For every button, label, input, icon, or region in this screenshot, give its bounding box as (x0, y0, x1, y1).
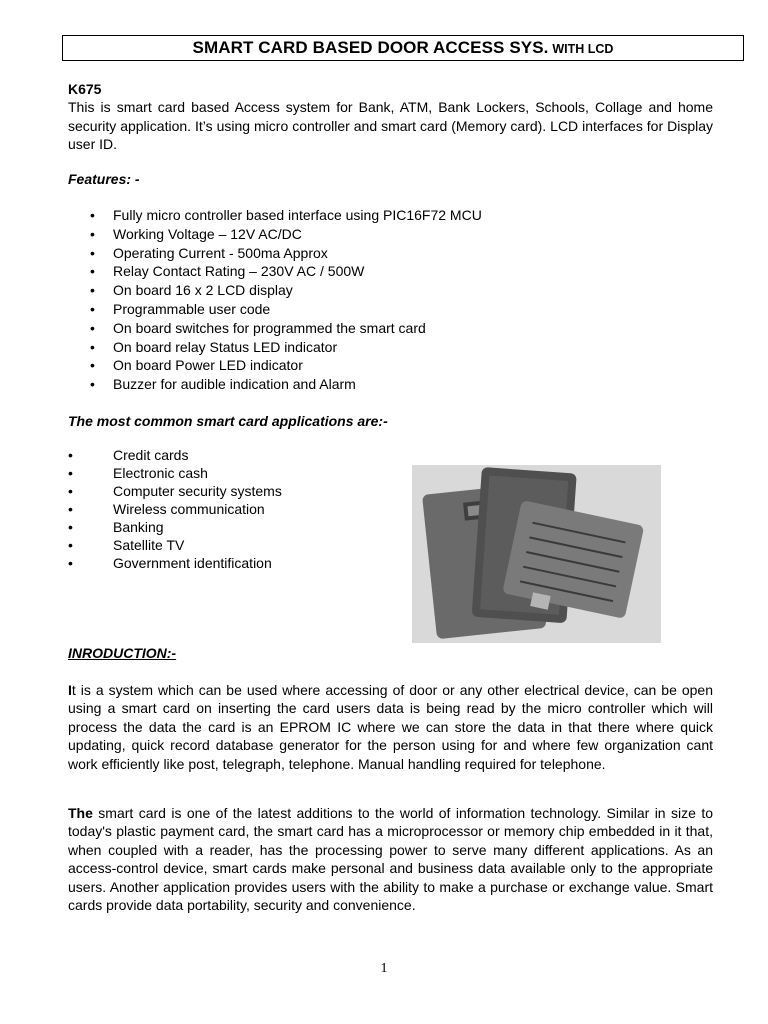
document-title (62, 35, 744, 61)
application-item-text: Electronic cash (113, 465, 208, 481)
bullet-icon: • (90, 282, 95, 299)
title-sub: WITH LCD (552, 42, 614, 56)
introduction-heading-text: INRODUCTION:- (68, 645, 177, 661)
feature-item-text: On board Power LED indicator (113, 357, 303, 374)
introduction-text-1 (68, 681, 713, 773)
feature-item-text: Fully micro controller based interface using PIC16F72 MCU (113, 207, 482, 223)
feature-item (68, 300, 713, 319)
application-item (68, 464, 398, 482)
intro-section (68, 80, 713, 154)
page-number: 1 (380, 961, 388, 976)
feature-item-text: Operating Current - 500ma Approx (113, 244, 328, 261)
feature-item (68, 262, 713, 281)
bullet-icon: • (90, 376, 95, 393)
bullet-icon: • (90, 263, 95, 280)
applications-heading-text: The most common smart card applications are:- (68, 413, 388, 429)
features-heading (68, 170, 713, 188)
application-item (68, 446, 398, 464)
bullet-icon: • (68, 501, 73, 517)
para2-lead: The (68, 805, 93, 821)
introduction-text-2 (68, 804, 713, 914)
feature-item (68, 375, 713, 394)
application-item-text: Government identification (113, 555, 272, 571)
para2-body: smart card is one of the latest additions to the world of information technology. Similar in size to today's plastic payment card, the smart card has a microprocessor or memory chip embedded in it that, when coupled with a reader, has the processing power to serve many different applications. As an access-control device, smart cards make personal and business data available only to the appropriate users. Another application provides users with the ability to make a purchase or exchange value. Smart cards provide data portability, security and convenience. (68, 805, 713, 914)
bullet-icon: • (90, 338, 95, 355)
bullet-icon: • (90, 225, 95, 242)
feature-item-text: On board switches for programmed the smart card (113, 319, 426, 336)
application-item (68, 536, 398, 554)
product-code: K675 (68, 81, 102, 97)
feature-item (68, 225, 713, 244)
bullet-icon: • (68, 465, 73, 481)
applications-heading (68, 412, 713, 430)
introduction-paragraph-2 (68, 804, 713, 914)
smart-cards-photo (412, 465, 661, 643)
feature-item (68, 206, 713, 225)
features-list (68, 206, 713, 394)
features-section (68, 206, 713, 394)
bullet-icon: • (90, 357, 95, 374)
application-item (68, 482, 398, 500)
application-item-text: Credit cards (113, 447, 189, 463)
application-item (68, 500, 398, 518)
applications-list (68, 446, 398, 572)
feature-item-text: Programmable user code (113, 300, 271, 317)
feature-item (68, 244, 713, 263)
application-item-text: Banking (113, 519, 164, 535)
bullet-icon: • (68, 555, 73, 571)
application-item-text: Wireless communication (113, 501, 265, 517)
application-item (68, 554, 398, 572)
application-item (68, 518, 398, 536)
feature-item (68, 338, 713, 357)
feature-item (68, 319, 713, 338)
para1-lead: I (68, 682, 72, 698)
feature-item-text: Working Voltage – 12V AC/DC (113, 225, 302, 242)
intro-paragraph: This is smart card based Access system for Bank, ATM, Bank Lockers, Schools, Collage and home security application. It’s using micro controller and smart card (Memory card). LCD interfaces for Display user ID. (68, 99, 713, 153)
bullet-icon: • (68, 519, 73, 535)
title-main: SMART CARD BASED DOOR ACCESS SYS. (192, 38, 549, 57)
bullet-icon: • (68, 483, 73, 499)
bullet-icon: • (68, 447, 73, 463)
introduction-paragraph-1 (68, 681, 713, 773)
feature-item-text: Buzzer for audible indication and Alarm (113, 376, 356, 393)
application-item-text: Satellite TV (113, 537, 185, 553)
feature-item-text: On board 16 x 2 LCD display (113, 282, 293, 299)
introduction-heading (68, 644, 713, 662)
applications-section (68, 446, 398, 572)
feature-item-text: On board relay Status LED indicator (113, 338, 338, 355)
bullet-icon: • (90, 319, 95, 336)
para1-body: t is a system which can be used where accessing of door or any other electrical device, can be open using a smart card on inserting the card users data is being read by the micro controller which will process the data the card is an EPROM IC where we can store the data in that there where quick updating, quick record database generator for the person using for and where few organization cant work efficiently like post, telegraph, telephone. Manual handling required for telephone. (68, 682, 713, 772)
bullet-icon: • (90, 244, 95, 261)
bullet-icon: • (90, 300, 95, 317)
bullet-icon: • (90, 207, 95, 223)
smart-cards-illustration (412, 465, 661, 643)
application-item-text: Computer security systems (113, 483, 282, 499)
feature-item-text: Relay Contact Rating – 230V AC / 500W (113, 263, 365, 280)
bullet-icon: • (68, 537, 73, 553)
feature-item (68, 356, 713, 375)
feature-item (68, 281, 713, 300)
features-heading-text: Features: - (68, 171, 140, 187)
